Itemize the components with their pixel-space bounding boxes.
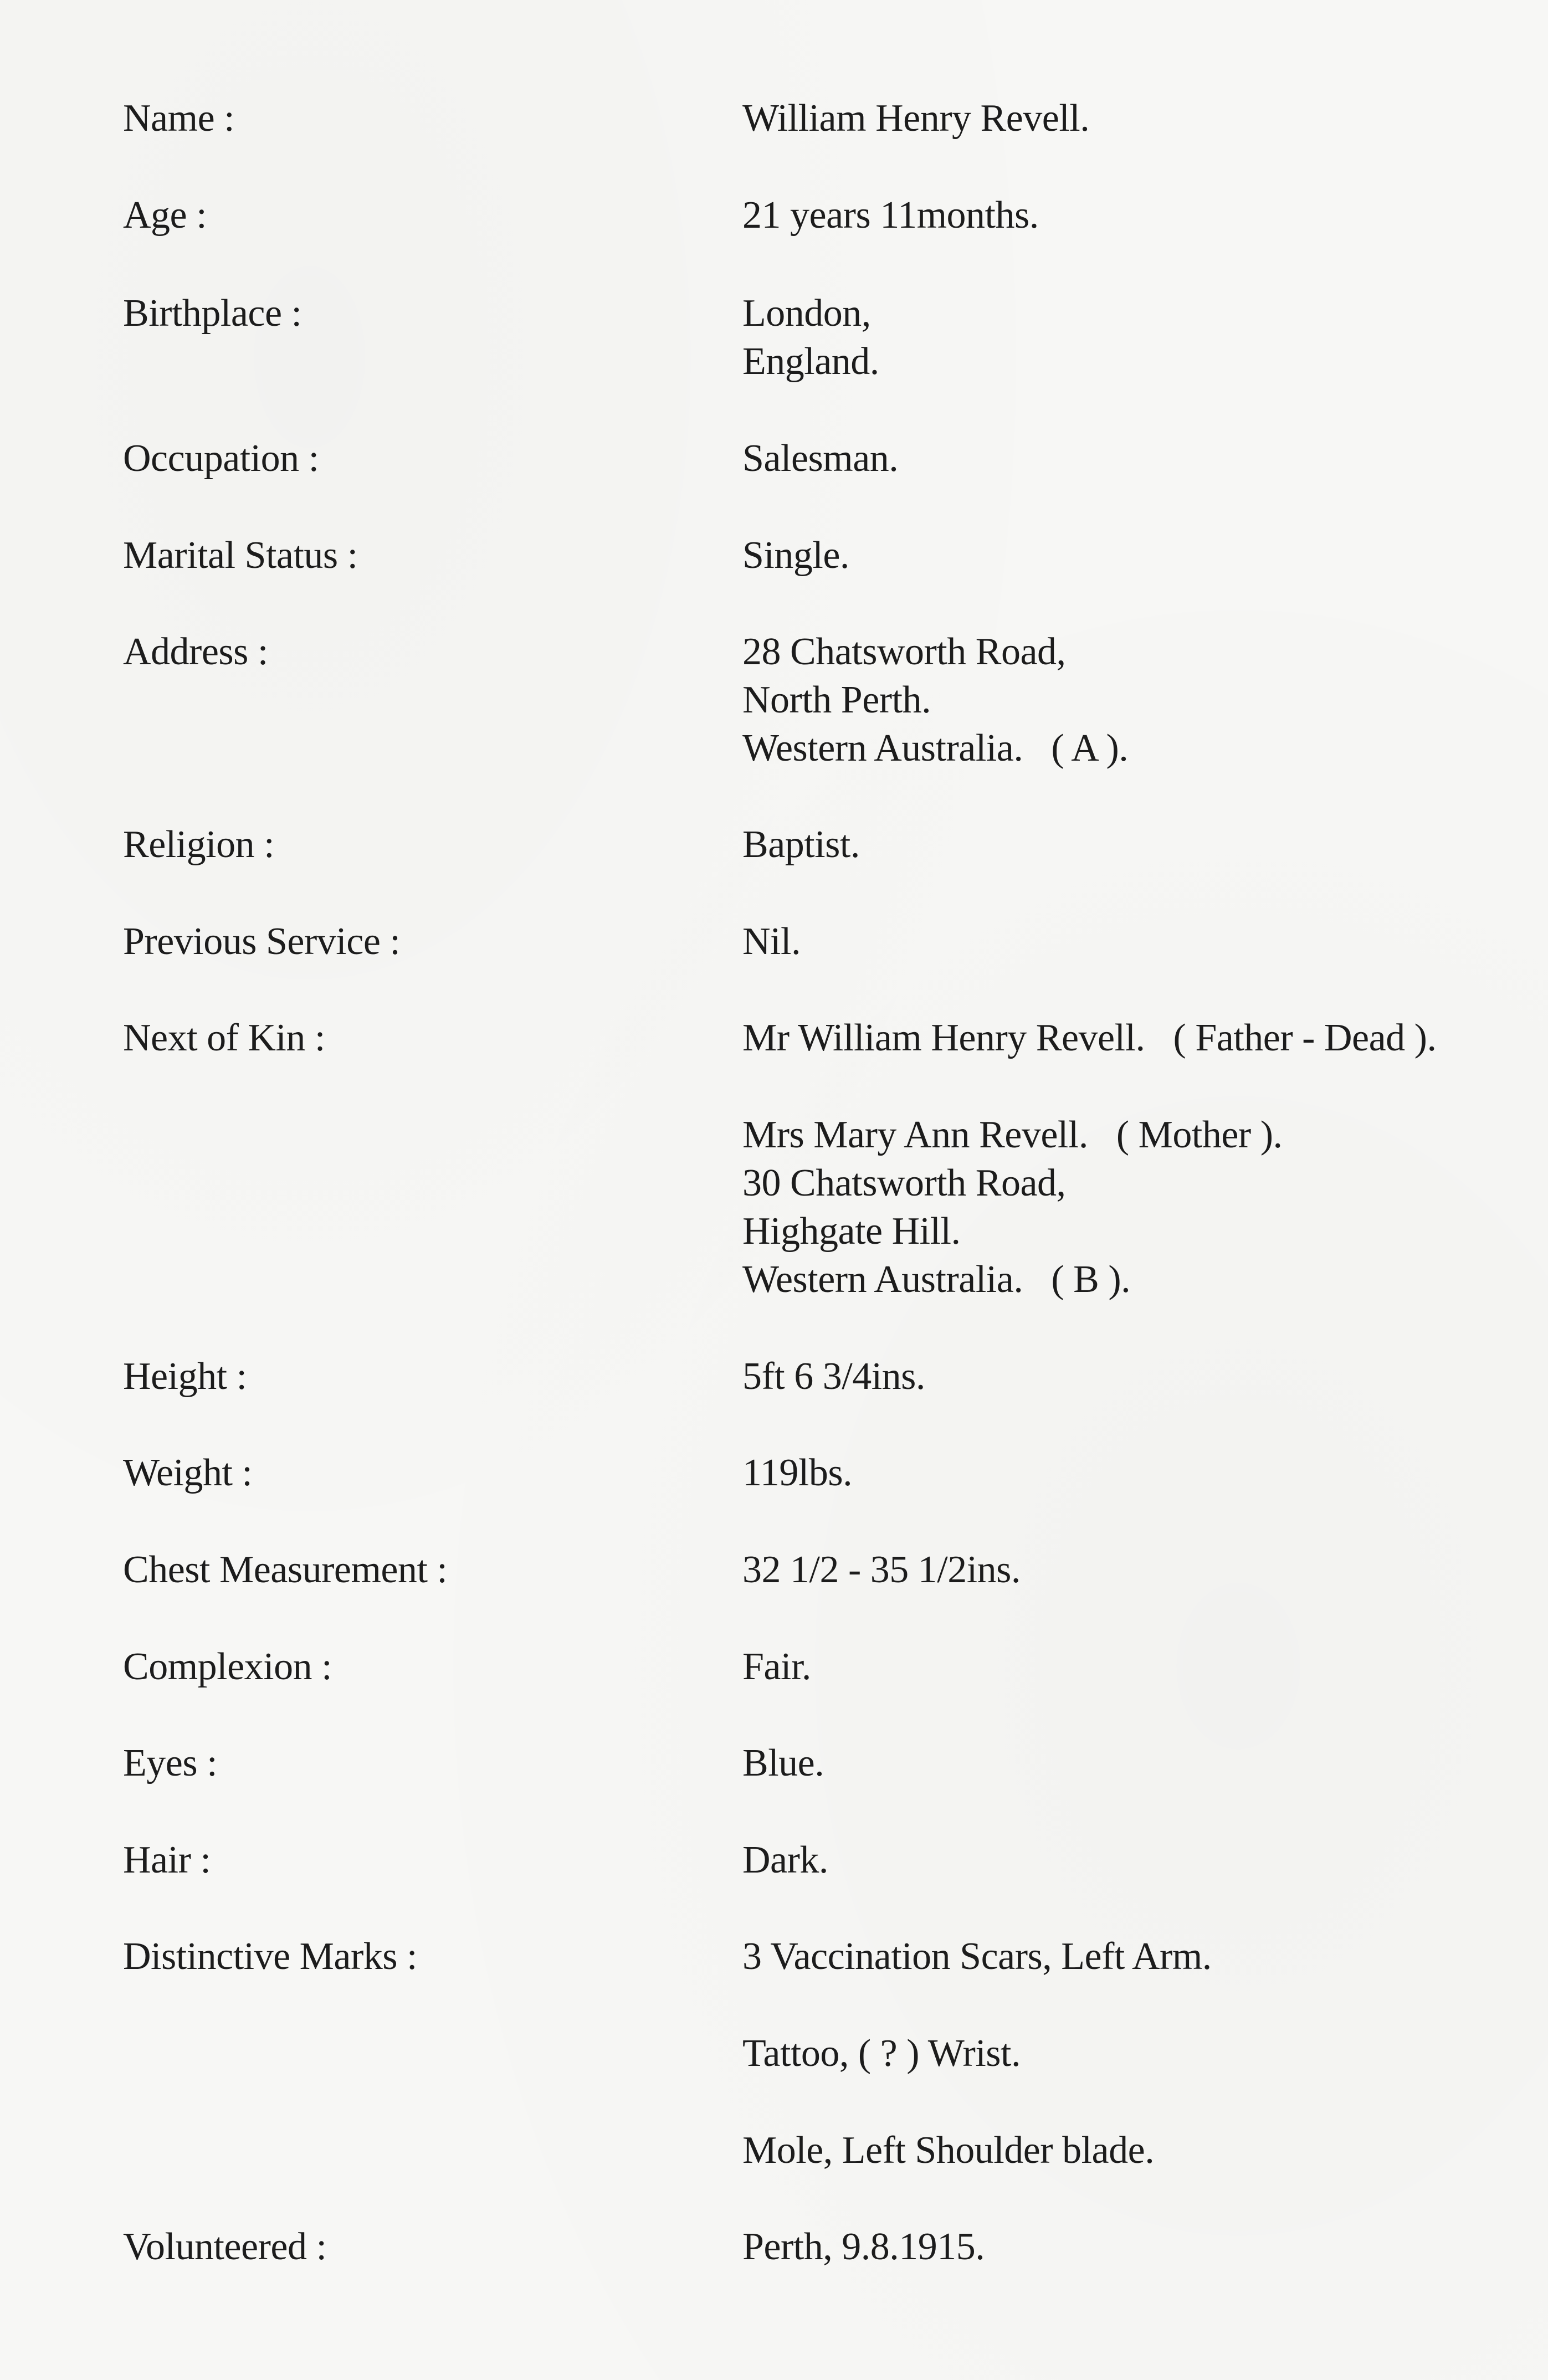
address-value-line-2: North Perth. [742, 679, 931, 721]
address-value-line-3: Western Australia. ( A ). [742, 727, 1129, 770]
address-label: Address : [123, 630, 268, 673]
birthplace-value-line-2: England. [742, 340, 879, 383]
name-value: William Henry Revell. [742, 97, 1090, 140]
previous-service-label: Previous Service : [123, 920, 401, 963]
next-of-kin-mother-line-1: Mrs Mary Ann Revell. ( Mother ). [742, 1114, 1283, 1156]
distinctive-mark-3: Mole, Left Shoulder blade. [742, 2129, 1155, 2172]
eyes-label: Eyes : [123, 1742, 218, 1784]
distinctive-mark-2: Tattoo, ( ? ) Wrist. [742, 2032, 1021, 2075]
occupation-value: Salesman. [742, 437, 899, 480]
religion-value: Baptist. [742, 823, 860, 866]
volunteered-label: Volunteered : [123, 2225, 327, 2268]
hair-label: Hair : [123, 1839, 211, 1881]
distinctive-mark-1: 3 Vaccination Scars, Left Arm. [742, 1935, 1212, 1978]
chest-measurement-label: Chest Measurement : [123, 1548, 448, 1591]
volunteered-value: Perth, 9.8.1915. [742, 2225, 985, 2268]
height-label: Height : [123, 1355, 247, 1398]
next-of-kin-father: Mr William Henry Revell. ( Father - Dead ). [742, 1017, 1437, 1059]
complexion-label: Complexion : [123, 1645, 332, 1688]
distinctive-marks-label: Distinctive Marks : [123, 1935, 417, 1978]
weight-label: Weight : [123, 1451, 253, 1494]
complexion-value: Fair. [742, 1645, 811, 1688]
next-of-kin-mother-line-2: 30 Chatsworth Road, [742, 1162, 1066, 1204]
hair-value: Dark. [742, 1839, 828, 1881]
next-of-kin-label: Next of Kin : [123, 1017, 325, 1059]
address-value-line-1: 28 Chatsworth Road, [742, 630, 1066, 673]
religion-label: Religion : [123, 823, 275, 866]
age-value: 21 years 11months. [742, 194, 1039, 237]
occupation-label: Occupation : [123, 437, 319, 480]
marital-status-value: Single. [742, 534, 849, 577]
next-of-kin-mother-line-4: Western Australia. ( B ). [742, 1258, 1131, 1301]
name-label: Name : [123, 97, 235, 140]
marital-status-label: Marital Status : [123, 534, 358, 577]
weight-value: 119lbs. [742, 1451, 853, 1494]
previous-service-value: Nil. [742, 920, 801, 963]
birthplace-label: Birthplace : [123, 292, 302, 335]
age-label: Age : [123, 194, 207, 237]
eyes-value: Blue. [742, 1742, 824, 1784]
height-value: 5ft 6 3/4ins. [742, 1355, 925, 1398]
chest-measurement-value: 32 1/2 - 35 1/2ins. [742, 1548, 1021, 1591]
birthplace-value-line-1: London, [742, 292, 871, 335]
next-of-kin-mother-line-3: Highgate Hill. [742, 1210, 961, 1253]
